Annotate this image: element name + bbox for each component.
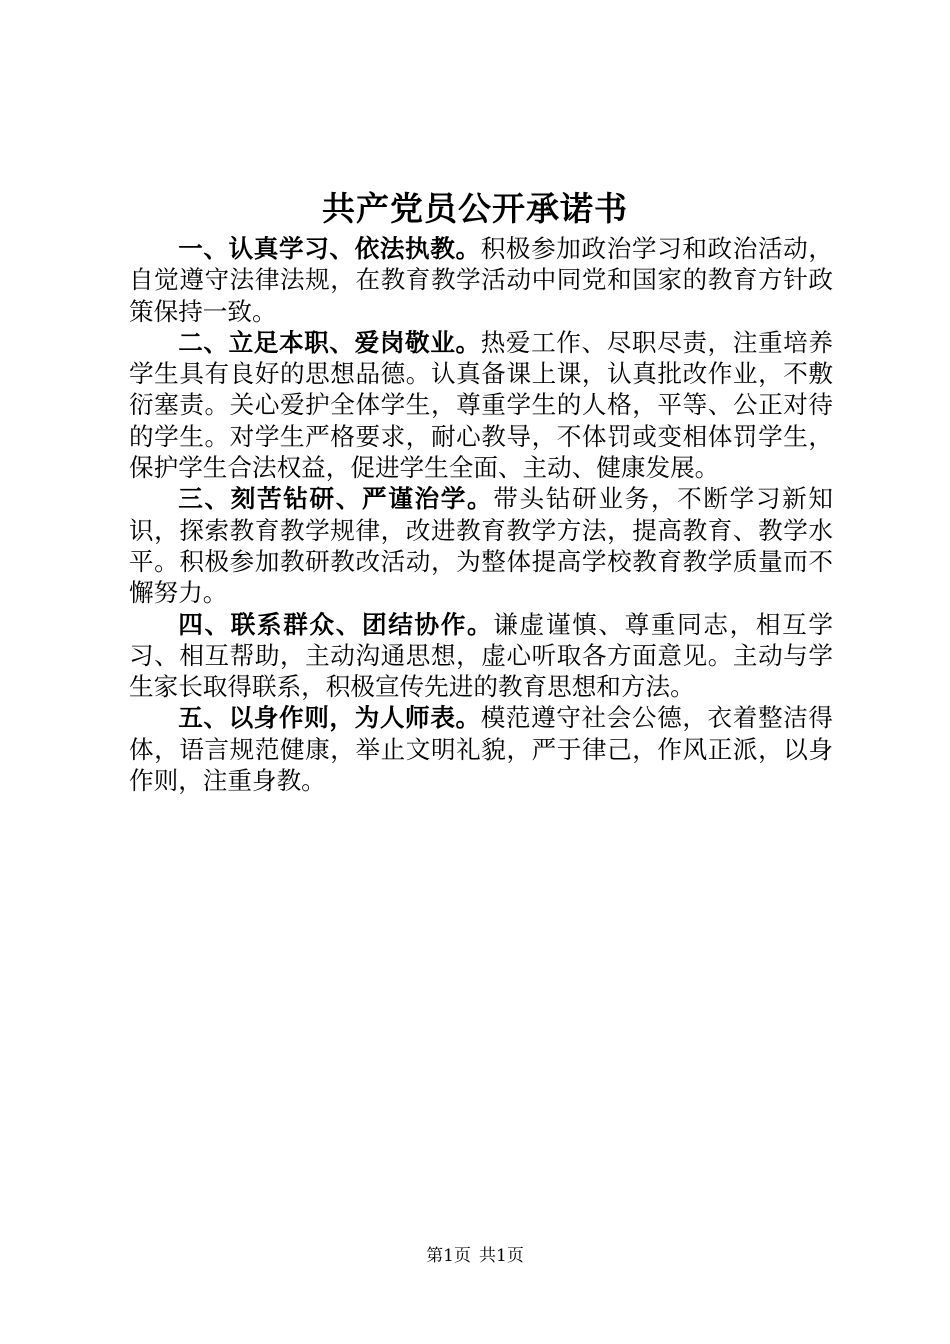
paragraph-heading: 五、以身作则，为人师表。 (178, 703, 481, 733)
paragraph-4 (129, 609, 833, 703)
paragraph-text: 模范遵守社会公德，衣着整洁得体，语言规范健康，举止文明礼貌，严于律己，作风正派，以身作则，注重身教。 (129, 703, 833, 796)
paragraph-heading: 二、立足本职、爱岗敬业。 (178, 327, 481, 357)
page-number-total: 共1页 (479, 1246, 524, 1266)
paragraph-text: 谦虚谨慎、尊重同志，相互学习、相互帮助，主动沟通思想，虚心听取各方面意见。主动与学生家长取得联系，积极宣传先进的教育思想和方法。 (129, 609, 833, 702)
page-title: 共产党员公开承诺书 (322, 189, 628, 228)
page-number-current: 第1页 (426, 1246, 471, 1266)
paragraph-1 (129, 233, 833, 327)
paragraph-text: 带头钻研业务，不断学习新知识，探索教育教学规律，改进教育教学方法，提高教育、教学水平。积极参加教研教改活动，为整体提高学校教育教学质量而不懈努力。 (129, 484, 833, 608)
document-body (129, 233, 833, 796)
paragraph-2 (129, 327, 833, 483)
paragraph-heading: 一、认真学习、依法执教。 (178, 234, 481, 263)
page-footer (0, 1244, 950, 1268)
paragraph-heading: 三、刻苦钻研、严谨治学。 (178, 484, 494, 514)
paragraph-text: 积极参加政治学习和政治活动，自觉遵守法律法规，在教育教学活动中同党和国家的教育方针政策保持一致。 (129, 234, 833, 326)
paragraph-3 (129, 483, 833, 608)
paragraph-text: 热爱工作、尽职尽责，注重培养学生具有良好的思想品德。认真备课上课，认真批改作业，不敷衍塞责。关心爱护全体学生，尊重学生的人格，平等、公正对待的学生。对学生严格要求，耐心教导，不体罚或变相体罚学生，保护学生合法权益，促进学生全面、主动、健康发展。 (129, 327, 833, 483)
paragraph-heading: 四、联系群众、团结协作。 (178, 609, 494, 639)
paragraph-5 (129, 702, 833, 796)
